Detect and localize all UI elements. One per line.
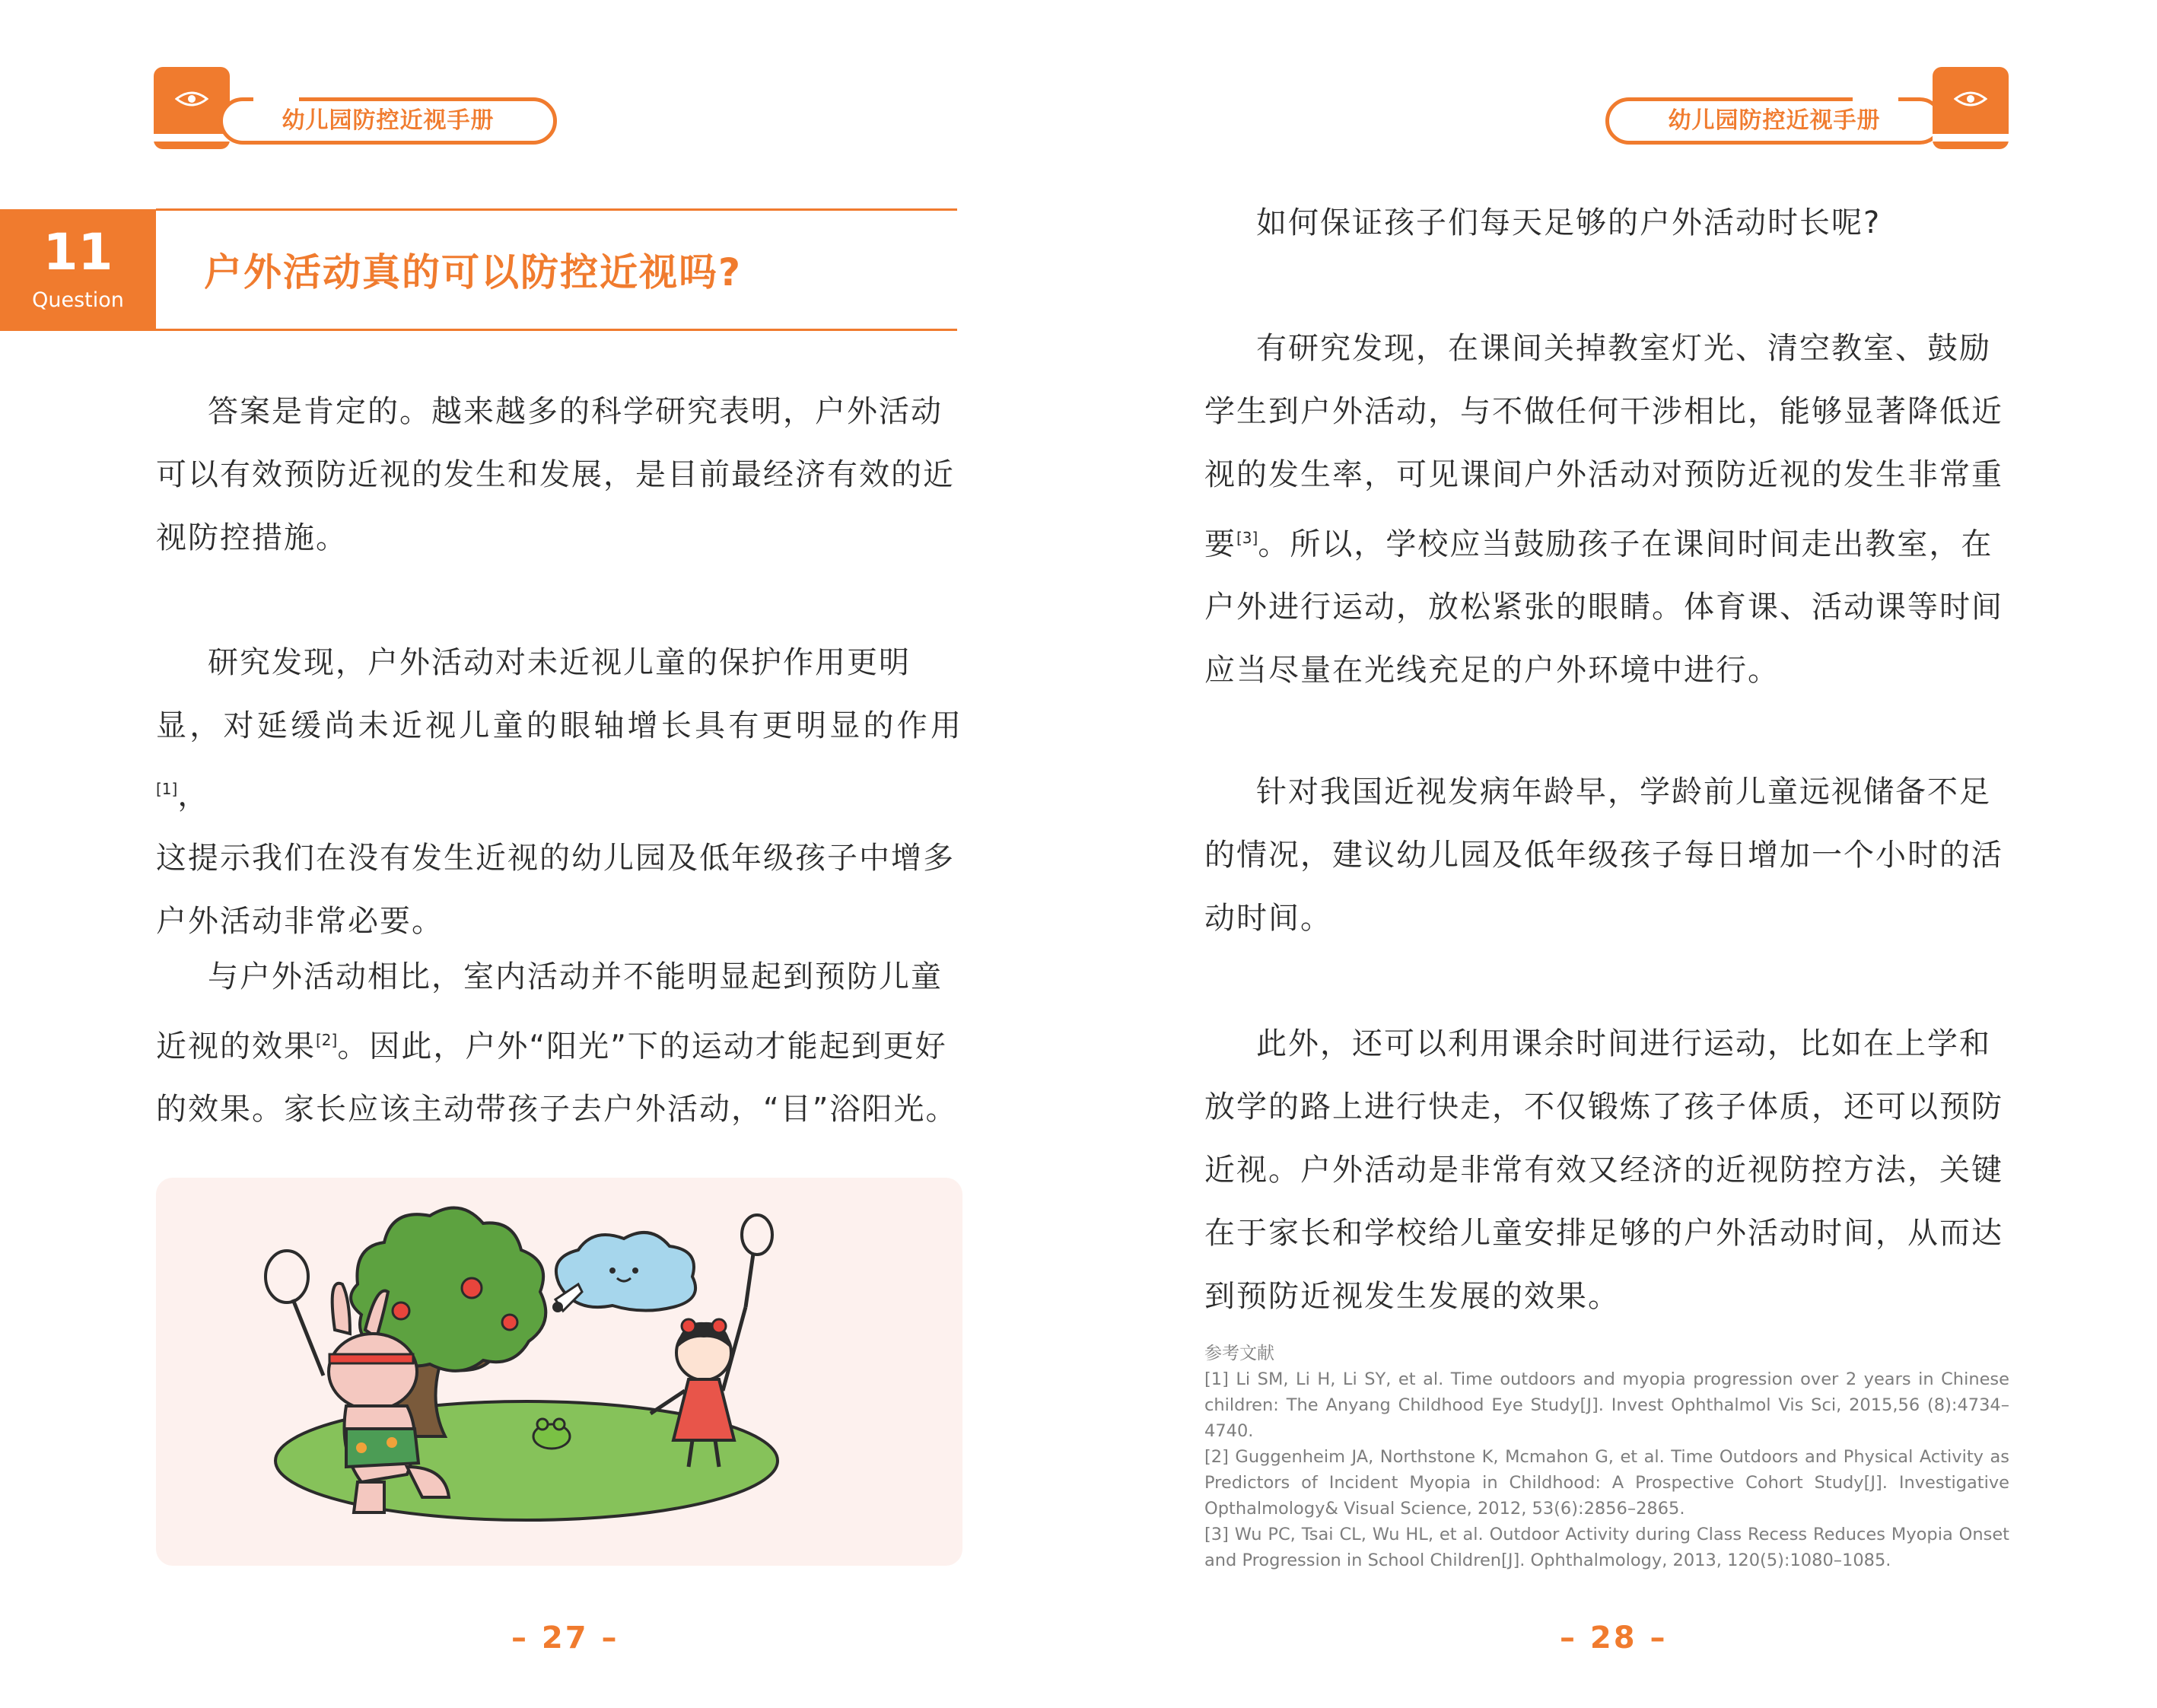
citation-1: [1] xyxy=(156,780,178,798)
left-page xyxy=(0,0,1078,1708)
illustration-cloud xyxy=(556,1232,695,1311)
book-tab-icon-right xyxy=(1933,67,2009,149)
page-number-left: – 27 – xyxy=(511,1621,619,1656)
header-title-box-right xyxy=(1605,97,1943,145)
paragraph-r2: 有研究发现，在课间关掉教室灯光、清空教室、鼓励 学生到户外活动，与不做任何干涉相比，能够显著降低近 视的发生率，可见课间户外活动对预防近视的发生非常重 要[3]。所以，学校应当鼓励孩子在课间时间走出教室，在 户外进行运动，放松紧张的眼睛。体育课、活动课等时间 应当尽量在光线充足的户外环境中进行。 xyxy=(1204,331,2003,689)
question-label: Question xyxy=(32,288,124,312)
paragraph-r4: 此外，还可以利用课余时间进行运动，比如在上学和 放学的路上进行快走，不仅锻炼了孩子体质，还可以预防 近视。户外活动是非常有效又经济的近视防控方法，关键 在于家长和学校给儿童安排足够的户外活动时间，从而达 到预防近视发生发展的效果。 xyxy=(1204,1026,2003,1314)
paragraph-r1: 如何保证孩子们每天足够的户外活动时长呢? xyxy=(1256,205,1882,240)
paragraph-r3: 针对我国近视发病年龄早，学龄前儿童远视储备不足 的情况，建议幼儿园及低年级孩子每日增加一个小时的活 动时间。 xyxy=(1204,774,2003,936)
reference-item: [1] Li SM, Li H, Li SY, et al. Time outdoors and myopia progression over 2 years in Chinese children: The Anyang Childhood Eye Study[J]. Invest Ophthalmol Vis Sci, 2015,56 (8):4734–4740. xyxy=(1204,1369,2009,1441)
paragraph-1: 答案是肯定的。越来越多的科学研究表明，户外活动 可以有效预防近视的发生和发展，是目前最经济有效的近 视防控措施。 xyxy=(156,394,955,555)
page-number-right: – 28 – xyxy=(1560,1621,1668,1656)
reference-item: [3] Wu PC, Tsai CL, Wu HL, et al. Outdoor Activity during Class Recess Reduces Myopia Onset and Progression in School Children[J]. Ophthalmology, 2013, 120(5):1080–1085. xyxy=(1204,1525,2009,1570)
citation-3: [3] xyxy=(1236,529,1258,547)
illustration-scene xyxy=(156,1178,962,1566)
illustration-frog xyxy=(533,1419,570,1449)
question-number: 11 xyxy=(43,223,113,281)
citation-2: [2] xyxy=(316,1031,338,1049)
question-badge xyxy=(0,209,156,331)
reference-item: [2] Guggenheim JA, Northstone K, Mcmahon G, et al. Time Outdoors and Physical Activity as Predictors of Incident Myopia in Childhood: A Prospective Cohort Study[J]. Investigative Opthalmology& Visual Science, 2012, 53(6):2856–2865. xyxy=(1204,1447,2009,1519)
header-title-right: 幼儿园防控近视手册 xyxy=(1668,107,1881,134)
eye-icon xyxy=(175,90,208,108)
paragraph-2: 研究发现，户外活动对未近视儿童的保护作用更明 显，对延缓尚未近视儿童的眼轴增长具有更明显的作用[1]， 这提示我们在没有发生近视的幼儿园及低年级孩子中增多 户外活动非常必要。 xyxy=(156,645,962,940)
eye-icon-right xyxy=(1954,90,1987,108)
paragraph-3: 与户外活动相比，室内活动并不能明显起到预防儿童 近视的效果[2]。因此，户外“阳光”下的运动才能起到更好 的效果。家长应该主动带孩子去户外活动，“目”浴阳光。 xyxy=(156,959,958,1128)
title-rule-top xyxy=(156,208,957,211)
question-title: 户外活动真的可以防控近视吗? xyxy=(204,250,743,294)
header-title-box xyxy=(219,97,557,145)
book-tab-icon xyxy=(154,67,230,149)
references-title: 参考文献 xyxy=(1204,1344,1274,1363)
references xyxy=(1204,1341,2009,1573)
outdoor-illustration xyxy=(156,1178,962,1566)
title-rule-bottom xyxy=(156,329,957,331)
header-title: 幼儿园防控近视手册 xyxy=(282,107,495,134)
